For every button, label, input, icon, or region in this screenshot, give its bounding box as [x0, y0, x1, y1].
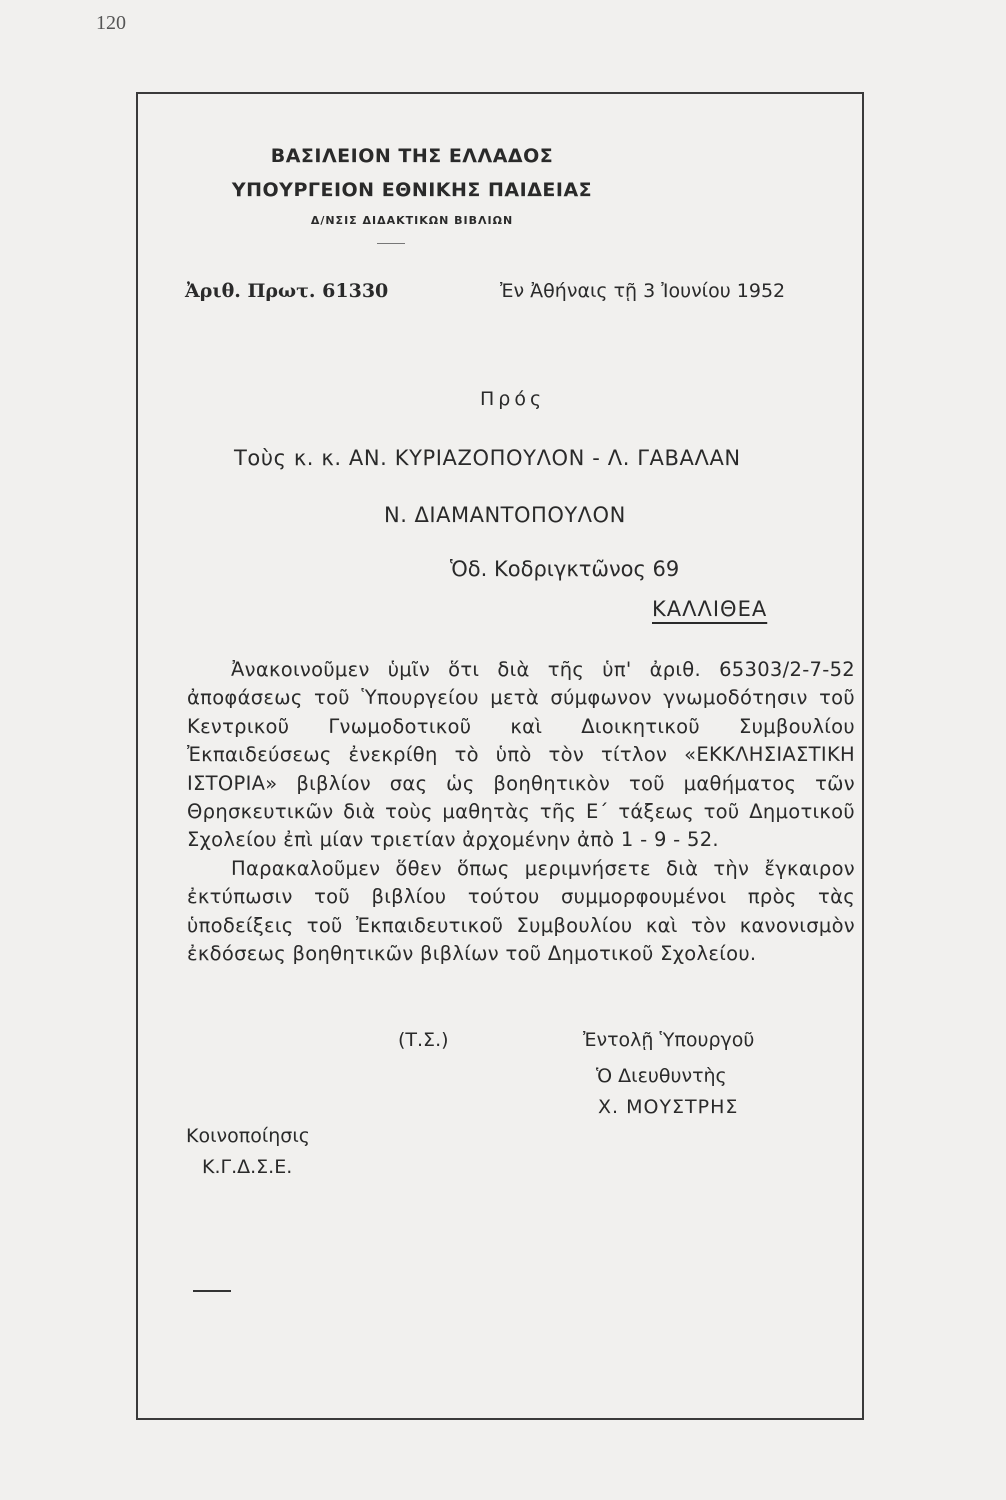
signature-title: Ὁ Διευθυντὴς [596, 1065, 727, 1087]
cc-recipient: Κ.Γ.Δ.Σ.Ε. [202, 1156, 293, 1178]
body-paragraph-1: Ἀνακοινοῦμεν ὑμῖν ὅτι διὰ τῆς ὑπ' ἀριθ. 65303/2-7-52 ἀποφάσεως τοῦ Ὑπουργείου μετὰ σύμφωνον γνωμοδότησιν τοῦ Κεντρικοῦ Γνωμοδοτικοῦ καὶ Διοικητικοῦ Συμβουλίου Ἐκπαιδεύσεως ἐνεκρίθη τὸ ὑπὸ τὸν τίτλον «ΕΚΚΛΗΣΙΑΣΤΙΚΗ ΙΣΤΟΡΙΑ» βιβλίον σας ὡς βοηθητικὸν τοῦ μαθήματος τῶν Θρησκευτικῶν διὰ τοὺς μαθητὰς τῆς Ε΄ τάξεως τοῦ Δημοτικοῦ Σχολείου ἐπὶ μίαν τριετίαν ἀρχομένην ἀπὸ 1 - 9 - 52. [187, 658, 855, 852]
page-number: 120 [96, 12, 126, 34]
signature-name: Χ. ΜΟΥΣΤΡΗΣ [598, 1096, 739, 1118]
header-divider [377, 243, 405, 244]
recipients-heading: Πρός [480, 388, 546, 410]
dateline: Ἐν Ἀθήναις τῇ 3 Ἰουνίου 1952 [500, 280, 786, 302]
header-kingdom: ΒΑΣΙΛΕΙΟΝ ΤΗΣ ΕΛΛΑΔΟΣ [270, 145, 554, 167]
signature-order: Ἐντολῇ Ὑπουργοῦ [583, 1029, 755, 1051]
letter-body [187, 656, 855, 968]
recipients-line-2: Ν. ΔΙΑΜΑΝΤΟΠΟΥΛΟΝ [384, 503, 626, 527]
recipients-line-1: Τοὺς κ. κ. ΑΝ. ΚΥΡΙΑΖΟΠΟΥΛΟΝ - Λ. ΓΑΒΑΛΑΝ [234, 446, 741, 470]
recipient-city: ΚΑΛΛΙΘΕΑ [652, 597, 768, 621]
header-ministry: ΥΠΟΥΡΓΕΙΟΝ ΕΘΝΙΚΗΣ ΠΑΙΔΕΙΑΣ [231, 179, 593, 201]
footer-dash [193, 1290, 231, 1292]
header-department: Δ/ΝΣΙΣ ΔΙΔΑΚΤΙΚΩΝ ΒΙΒΛΙΩΝ [310, 214, 514, 227]
seal-mark: (Τ.Σ.) [398, 1029, 449, 1051]
body-paragraph-2: Παρακαλοῦμεν ὅθεν ὅπως μεριμνήσετε διὰ τὴν ἔγκαιρον ἐκτύπωσιν τοῦ βιβλίου τούτου συμμορφουμένοι πρὸς τὰς ὑποδείξεις τοῦ Ἐκπαιδευτικοῦ Συμβουλίου καὶ τὸν κανονισμὸν ἐκδόσεως βοηθητικῶν βιβλίων τοῦ Δημοτικοῦ Σχολείου. [187, 856, 855, 966]
recipient-street: Ὁδ. Κοδριγκτῶνος 69 [450, 557, 680, 581]
protocol-number: Ἀριθ. Πρωτ. 61330 [185, 280, 389, 302]
cc-label: Κοινοποίησις [186, 1125, 310, 1147]
